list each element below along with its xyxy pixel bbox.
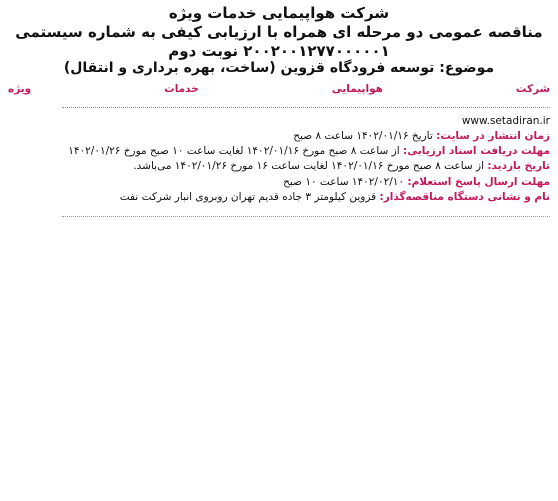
website-line bbox=[8, 114, 550, 129]
tender-title: مناقصه عمومی دو مرحله ای همراه با ارزیابی کیفی به شماره سیستمی bbox=[15, 22, 543, 41]
response-value: ۱۴۰۲/۰۲/۱۰ ساعت ۱۰ صبح bbox=[283, 175, 405, 188]
body-text-illegible bbox=[62, 99, 550, 111]
visit-label: تاریخ بازدید: bbox=[487, 160, 550, 173]
address-label: نام و نشانی دستگاه مناقصه‌گذار: bbox=[379, 190, 550, 203]
doc-label: مهلت دریافت اسناد ارزیابی: bbox=[403, 145, 550, 158]
doc-value: از ساعت ۸ صبح مورخ ۱۴۰۲/۰۱/۱۶ لغایت ساعت ۱۰ صبح مورخ ۱۴۰۲/۰۱/۲۶ bbox=[68, 145, 400, 158]
lead-text: شرکت هواپیمایی خدمات ویژه bbox=[8, 82, 550, 95]
subject-heading: موضوع: توسعه فرودگاه قزوین (ساخت، بهره برداری و انتقال) bbox=[63, 60, 495, 77]
publish-label: زمان انتشار در سایت: bbox=[436, 129, 550, 142]
visit-row bbox=[8, 159, 550, 174]
body-paragraph bbox=[8, 82, 550, 129]
doc-row bbox=[8, 144, 550, 159]
tender-number: ۲۰۰۲۰۰۱۲۷۷۰۰۰۰۰۱ نوبت دوم bbox=[168, 41, 390, 60]
publish-value: تاریخ ۱۴۰۲/۰۱/۱۶ ساعت ۸ صبح bbox=[293, 129, 433, 142]
response-label: مهلت ارسال پاسخ استعلام: bbox=[407, 175, 550, 188]
publish-row bbox=[8, 129, 550, 144]
company-heading: شرکت هواپیمایی خدمات ویژه bbox=[168, 4, 390, 22]
website: www.setadiran.ir bbox=[461, 114, 550, 127]
address-row bbox=[8, 190, 550, 205]
visit-value: از ساعت ۸ صبح مورخ ۱۴۰۲/۰۱/۱۶ لغایت ساعت ۱۶ مورخ ۱۴۰۲/۰۱/۲۶ می‌باشد. bbox=[133, 160, 485, 173]
closing-note-illegible bbox=[8, 205, 550, 222]
address-value: قزوین کیلومتر ۳ جاده قدیم تهران روبروی انبار شرکت نفت bbox=[119, 190, 377, 203]
response-row bbox=[8, 175, 550, 190]
